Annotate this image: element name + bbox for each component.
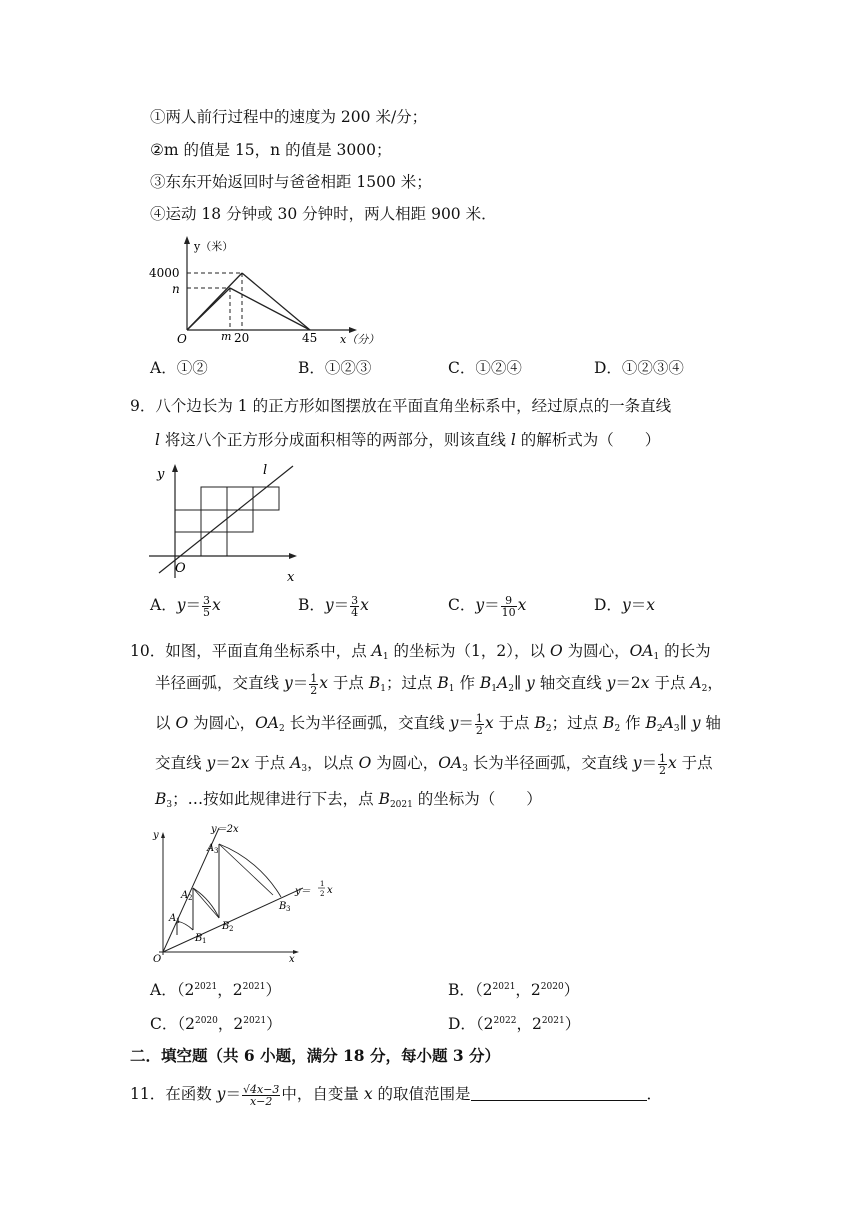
q8-x-tick-45: 45 — [302, 331, 318, 345]
q9-x-axis-arrow — [289, 553, 297, 559]
q9-a-y: y — [176, 596, 186, 614]
q8-option-c[interactable]: C．①②④ — [448, 359, 522, 377]
q9-stem-line1 — [130, 395, 671, 417]
q9-option-c[interactable] — [448, 594, 526, 618]
q10-line-half-den: 2 — [320, 890, 325, 898]
q10-line-half-num: 1 — [320, 880, 325, 888]
q11-text-c: 的取值范围是 — [372, 1085, 471, 1103]
q9-a-x: x — [211, 596, 221, 614]
q9-c-num: 9 — [501, 595, 517, 607]
q10-label-A1-sub: 1 — [176, 917, 181, 925]
q11-eq: ＝ — [225, 1085, 241, 1103]
q10-l2-x: x — [319, 674, 328, 692]
q10-l4-eq2: ＝ — [641, 754, 657, 772]
q10-b-suf: ） — [563, 981, 580, 999]
q9-y-label: y — [157, 467, 165, 482]
q8-line-dongdong-back — [242, 273, 310, 330]
q10-l4-text-e: 长为半径画弧，交直线 — [467, 754, 633, 772]
q10-l3-text-b: 为圆心， — [188, 714, 256, 732]
q10-l3-yaxis: y — [691, 714, 701, 732]
q10-l1-text-b: 的坐标为（1，2），以 — [388, 642, 550, 660]
q9-number: 9． — [130, 397, 156, 415]
q8-line-dad-out — [187, 288, 230, 330]
section-fill-in-title: 二．填空题（共 6 小题，满分 18 分，每小题 3 分） — [130, 1046, 501, 1065]
q10-l4-den: 2 — [659, 763, 666, 777]
q10-l3-text-e: ；过点 — [551, 714, 604, 732]
q9-option-b[interactable] — [298, 594, 369, 618]
q11-number: 11． — [130, 1085, 166, 1103]
q11-x: x — [363, 1085, 373, 1103]
q9-option-d[interactable] — [594, 594, 655, 616]
q9-squares — [175, 487, 279, 556]
q8-statement-4: ④运动 18 分钟或 30 分钟时，两人相距 900 米． — [150, 205, 497, 223]
q10-l4-frac — [658, 753, 667, 776]
q10-l3-BA-sub1: 2 — [656, 724, 663, 734]
q10-label-A1: A — [169, 913, 177, 924]
q10-option-a[interactable] — [150, 976, 281, 1001]
q9-square — [175, 510, 201, 532]
q9-stem-text1: 八个边长为 1 的正方形如图摆放在平面直角坐标系中，经过原点的一条直线 — [155, 397, 672, 415]
q10-l3-den: 2 — [475, 723, 483, 737]
q10-l2-eq2: ＝2 — [615, 674, 641, 692]
q10-l5-B2: B — [378, 790, 390, 808]
q10-l4-A: A — [290, 754, 302, 772]
q10-c-pre: C．（2 — [150, 1015, 195, 1033]
q10-l3-B2: B — [603, 714, 615, 732]
q10-label-A2: A — [181, 890, 189, 901]
q10-l4-y: y — [206, 754, 216, 772]
q10-l3-B: B — [534, 714, 546, 732]
q9-c-den: 10 — [501, 605, 516, 619]
q8-y-tick-n: n — [172, 282, 180, 296]
q9-b-x: x — [360, 596, 369, 614]
q9-c-eq: ＝ — [484, 596, 500, 614]
q9-line-l-2: l — [510, 431, 516, 449]
q10-option-b[interactable] — [448, 976, 579, 1001]
q9-stem-text3: 的解析式为（ ） — [515, 431, 661, 449]
q10-stem-line1 — [130, 640, 711, 668]
q10-l3-text-g: ∥ — [679, 714, 692, 732]
q10-label-A3-sub: 3 — [214, 847, 219, 855]
q9-option-a[interactable] — [150, 594, 221, 618]
q10-l1-OA-sub: 1 — [653, 652, 660, 662]
q9-origin-label: O — [175, 561, 186, 576]
q10-l3-BA-sub2: 3 — [673, 724, 680, 734]
q10-y-axis-arrow — [161, 832, 165, 838]
q11-text-a: 在函数 — [165, 1085, 217, 1103]
q9-square — [227, 487, 253, 510]
q10-l2-text-h: ， — [707, 674, 723, 692]
q10-l2-num: 1 — [310, 671, 318, 685]
q10-l3-y: y — [449, 714, 459, 732]
q10-arcs-figure — [145, 820, 340, 965]
q10-label-B3: B — [279, 901, 287, 912]
q10-l3-text-f: 作 — [620, 714, 646, 732]
q10-l2-den: 2 — [310, 683, 318, 697]
q10-l4-OA: OA — [438, 754, 463, 772]
q11-frac — [242, 1084, 280, 1107]
q10-l2-yaxis: y — [526, 674, 535, 692]
q10-l3-text-h: 轴 — [700, 714, 721, 732]
q10-l2-BA-A: A — [497, 674, 509, 692]
q10-label-B3-sub: 3 — [286, 905, 291, 913]
q10-l2-text-b: 于点 — [327, 674, 369, 692]
q10-l4-text-d: 为圆心， — [371, 754, 439, 772]
q9-b-den: 4 — [351, 605, 359, 619]
q10-y-label: y — [153, 830, 159, 841]
q10-l2-x2: x — [640, 674, 650, 692]
q8-option-a[interactable]: A．①② — [150, 359, 208, 377]
q10-l2-B2: B — [437, 674, 449, 692]
q10-l4-x: x — [240, 754, 250, 772]
q10-d-exp1: 2022 — [493, 1016, 517, 1026]
q10-l5-text-a: ；…按如此规律进行下去，点 — [172, 790, 379, 808]
q9-b-num: 3 — [351, 593, 359, 607]
q10-l2-frac — [309, 673, 318, 696]
q11-y: y — [216, 1085, 226, 1103]
q10-line-half-label-a: y＝ — [295, 886, 311, 897]
q10-l1-OA: OA — [629, 642, 654, 660]
q10-l4-text-b: 于点 — [249, 754, 291, 772]
q8-x-tick-20: 20 — [234, 331, 250, 345]
q9-c-prefix: C． — [448, 596, 476, 614]
q10-l1-A: A — [371, 642, 383, 660]
q10-c-exp1: 2020 — [194, 1016, 218, 1026]
q9-a-den: 5 — [202, 605, 210, 619]
q10-l1-text-d: 的长为 — [659, 642, 711, 660]
q9-d-eq: ＝ — [630, 596, 647, 614]
q10-l5-B-sub: 3 — [166, 800, 173, 810]
q10-l4-OA-sub: 3 — [462, 764, 468, 774]
q10-l2-BA-sub1: 1 — [491, 684, 497, 694]
q9-b-y: y — [324, 596, 334, 614]
q10-l2-eq: ＝ — [292, 674, 309, 692]
q9-c-x: x — [517, 596, 527, 614]
q10-option-c[interactable] — [150, 1010, 282, 1035]
q10-d-exp2: 2021 — [541, 1016, 565, 1026]
q10-label-A2-sub: 2 — [188, 894, 193, 902]
q9-square — [175, 532, 201, 556]
q9-square — [227, 510, 253, 532]
q10-c-mid: ，2 — [217, 1015, 244, 1033]
q10-l2-BA-sub2: 2 — [508, 684, 514, 694]
q10-label-B1: B — [195, 933, 203, 944]
q10-d-mid: ，2 — [516, 1015, 542, 1033]
q10-label-B2-sub: 2 — [229, 925, 234, 933]
q10-stem-line5 — [155, 788, 542, 816]
q10-l3-text-c: 长为半径画弧，交直线 — [284, 714, 450, 732]
q10-l1-A-sub: 1 — [382, 652, 389, 662]
q10-l4-num: 1 — [659, 751, 666, 765]
q8-y-tick-4000: 4000 — [149, 266, 180, 280]
q10-l1-text-c: 为圆心， — [562, 642, 630, 660]
q10-segment-A2B2 — [193, 888, 219, 918]
q10-line-half-x: x — [327, 885, 333, 896]
q10-number: 10． — [130, 642, 166, 660]
q10-l4-x2: x — [668, 754, 677, 772]
q8-statement-1: ①两人前行过程中的速度为 200 米/分； — [150, 108, 428, 126]
q10-l2-B2-sub: 1 — [448, 684, 455, 694]
q11-text-b: 中，自变量 — [281, 1085, 364, 1103]
q10-l4-O: O — [358, 754, 372, 772]
q10-a-mid: ，2 — [217, 981, 243, 999]
q10-segment-A3B3 — [219, 844, 273, 895]
q10-l3-eq: ＝ — [458, 714, 474, 732]
q10-a-exp1: 2021 — [194, 982, 218, 992]
q10-l2-A: A — [690, 674, 702, 692]
q10-l3-OA: OA — [255, 714, 279, 732]
q10-l1-text-a: 如图，平面直角坐标系中，点 — [165, 642, 372, 660]
q9-b-prefix: B． — [298, 596, 325, 614]
q11-stem — [130, 1083, 662, 1107]
q8-x-axis-label: x（分） — [340, 333, 380, 346]
q10-b-mid: ，2 — [515, 981, 541, 999]
q10-l2-text-d: 作 — [454, 674, 480, 692]
q10-l2-A-sub: 2 — [701, 684, 708, 694]
q10-l2-text-f: 轴交直线 — [534, 674, 607, 692]
q9-line-l-1: l — [155, 431, 160, 449]
q10-option-d[interactable] — [448, 1010, 580, 1035]
q9-a-num: 3 — [202, 593, 210, 607]
q10-stem-line2 — [155, 672, 723, 700]
q9-b-eq: ＝ — [333, 596, 350, 614]
q8-origin-label: O — [177, 332, 187, 346]
q10-l2-text-g: 于点 — [649, 674, 691, 692]
q10-l3-OA-sub: 2 — [279, 724, 285, 734]
q10-b-exp1: 2021 — [492, 982, 516, 992]
q10-origin-label: O — [153, 954, 162, 965]
q10-d-pre: D．（2 — [448, 1015, 494, 1033]
q10-d-suf: ） — [564, 1015, 581, 1033]
q9-c-frac — [501, 595, 517, 618]
q10-line-2x-label: y＝2x — [211, 824, 239, 835]
q10-l2-B: B — [368, 674, 381, 692]
q10-l2-text-c: ；过点 — [385, 674, 438, 692]
q9-a-eq: ＝ — [185, 596, 201, 614]
q9-squares-figure — [145, 458, 305, 584]
q10-stem-line4 — [155, 752, 713, 780]
q10-l1-O: O — [549, 642, 563, 660]
q9-l-label: l — [263, 463, 268, 478]
q8-statement-2: ②m 的值是 15，n 的值是 3000； — [150, 141, 392, 159]
q10-b-exp2: 2020 — [540, 982, 564, 992]
q10-l4-y2: y — [632, 754, 642, 772]
q9-b-frac — [350, 595, 359, 618]
q8-x-tick-m: m — [221, 330, 232, 343]
q10-l3-frac — [475, 713, 484, 736]
q9-y-axis-arrow — [172, 464, 178, 472]
q8-y-axis-label: y（米） — [194, 240, 234, 253]
q8-option-d[interactable]: D．①②③④ — [594, 359, 684, 377]
q10-l3-text-a: 以 — [155, 714, 176, 732]
q10-l4-A-sub: 3 — [301, 764, 308, 774]
q9-d-x: x — [646, 596, 655, 614]
q10-arc-3 — [219, 844, 281, 897]
q10-l5-B: B — [155, 790, 167, 808]
q10-l2-BA-B: B — [479, 674, 492, 692]
q10-c-suf: ） — [266, 1015, 282, 1033]
q9-x-label: x — [287, 570, 295, 585]
q10-l2-B-sub: 1 — [380, 684, 386, 694]
q10-l3-B-sub: 2 — [545, 724, 552, 734]
q10-l4-eq: ＝2 — [215, 754, 241, 772]
q11-answer-blank[interactable] — [471, 1086, 647, 1101]
q10-l3-BA-B: B — [645, 714, 657, 732]
q10-x-label: x — [289, 954, 295, 965]
q9-square — [253, 487, 279, 510]
q9-a-frac — [202, 595, 211, 618]
q9-stem-text2: 将这八个正方形分成面积相等的两部分，则该直线 — [159, 431, 511, 449]
q10-l3-B2-sub: 2 — [614, 724, 621, 734]
q9-d-prefix: D． — [594, 596, 622, 614]
q10-stem-line3 — [155, 712, 721, 740]
q8-statement-3: ③东东开始返回时与爸爸相距 1500 米； — [150, 173, 432, 191]
q11-end: ． — [646, 1085, 663, 1103]
q9-square — [201, 487, 227, 510]
q8-distance-time-graph — [149, 232, 382, 352]
q10-b-pre: B．（2 — [448, 981, 493, 999]
q10-l2-text-a: 半径画弧，交直线 — [155, 674, 284, 692]
q10-l3-text-d: 于点 — [493, 714, 535, 732]
q11-numerator: √4x−3 — [242, 1082, 280, 1096]
q10-l2-y: y — [283, 674, 293, 692]
q10-label-B2: B — [222, 921, 230, 932]
q10-label-A3: A — [207, 843, 215, 854]
q10-a-pre: A．（2 — [150, 981, 195, 999]
q10-l5-B2-sub: 2021 — [389, 800, 413, 810]
q10-l3-x: x — [484, 714, 494, 732]
q10-l3-BA-A: A — [662, 714, 674, 732]
q9-c-y: y — [475, 596, 485, 614]
q11-denominator: x−2 — [249, 1094, 273, 1108]
q9-line-l — [159, 466, 293, 573]
q9-a-prefix: A． — [150, 596, 177, 614]
q10-label-B1-sub: 1 — [202, 937, 207, 945]
q10-a-exp2: 2021 — [242, 982, 266, 992]
q10-l2-text-e: ∥ — [513, 674, 527, 692]
q9-stem-line2 — [155, 429, 660, 451]
q10-l4-text-c: ，以点 — [307, 754, 359, 772]
q10-l4-text-f: 于点 — [676, 754, 713, 772]
q8-y-axis-arrow — [184, 236, 190, 244]
q9-d-y: y — [621, 596, 631, 614]
q10-l3-O: O — [175, 714, 189, 732]
q8-option-b[interactable]: B．①②③ — [298, 359, 372, 377]
q10-l5-text-b: 的坐标为（ ） — [412, 790, 542, 808]
q10-c-exp2: 2021 — [243, 1016, 267, 1026]
q10-l2-y2: y — [606, 674, 616, 692]
q10-a-suf: ） — [265, 981, 282, 999]
q10-l4-text-a: 交直线 — [155, 754, 207, 772]
q10-l3-num: 1 — [475, 711, 483, 725]
